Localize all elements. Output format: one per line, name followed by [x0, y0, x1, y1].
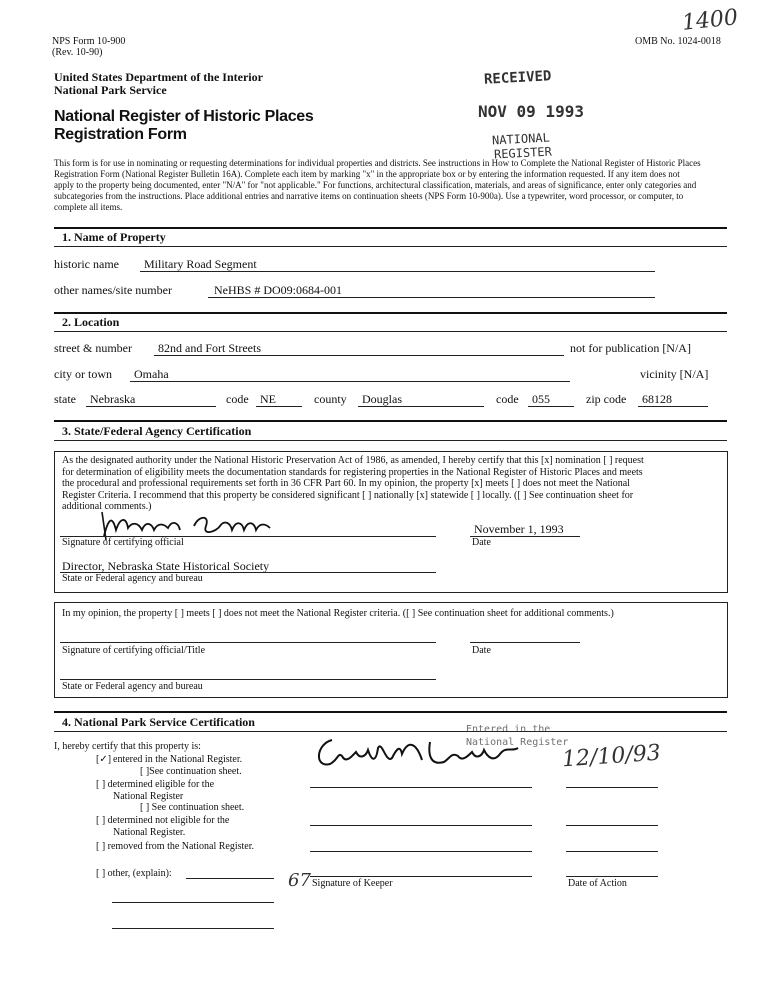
removed-option[interactable]: [ ] removed from the National Register. — [96, 841, 255, 852]
nps-intro: I, hereby certify that this property is: — [54, 741, 201, 752]
action-date-value: 12/10/93 — [561, 740, 662, 773]
field-underline — [130, 381, 570, 382]
field-underline — [86, 406, 216, 407]
instructions-line: complete all items. — [54, 202, 123, 212]
national-register-label: National Register. — [113, 827, 186, 838]
state-code-value[interactable]: NE — [260, 392, 276, 406]
section4-heading: 4. National Park Service Certification — [62, 715, 255, 729]
section-rule — [54, 246, 727, 247]
agency-value[interactable]: Director, Nebraska State Historical Society — [62, 559, 270, 573]
signature-title-label: Signature of certifying official/Title — [62, 645, 206, 656]
keeper-underline — [310, 825, 532, 826]
see-continuation-2[interactable]: [ ] See continuation sheet. — [140, 802, 245, 813]
date-label: Date — [472, 537, 491, 548]
state-value[interactable]: Nebraska — [90, 392, 136, 406]
county-value[interactable]: Douglas — [362, 392, 402, 406]
section-rule — [54, 227, 727, 229]
certification-line: for determination of eligibility meets the documentation standards for registering properties in the National Register of Historic Places and meets — [62, 466, 643, 478]
signature-label: Signature of certifying official — [62, 537, 184, 548]
action-date-underline — [566, 787, 658, 788]
state-label: state — [54, 392, 76, 406]
instructions-line: Registration Form (National Register Bulletin 16A). Complete each item by marking "x" in the appropriate box or by entering the information requested. If any item does not — [54, 169, 680, 179]
stamp-national: NATIONAL — [491, 130, 551, 148]
agency-label: State or Federal agency and bureau — [62, 573, 203, 584]
entered-stamp-line1: Entered in the — [466, 724, 551, 735]
not-for-publication: not for publication [N/A] — [570, 341, 691, 355]
section2-heading: 2. Location — [62, 315, 120, 329]
determined-eligible-option[interactable]: [ ] determined eligible for the — [96, 779, 215, 790]
opinion-statement: In my opinion, the property [ ] meets [ ] does not meet the National Register criteria. ([ ] See continuation sheet for additional comments.) — [62, 608, 614, 619]
street-label: street & number — [54, 341, 132, 355]
entered-label: entered in the National Register. — [113, 754, 243, 765]
certification-statement — [62, 455, 722, 513]
date-underline — [470, 642, 580, 643]
field-underline — [528, 406, 574, 407]
department-line: United States Department of the Interior — [54, 70, 263, 84]
field-underline — [358, 406, 484, 407]
historic-name-value[interactable]: Military Road Segment — [144, 257, 257, 271]
state-code-label: code — [226, 392, 249, 406]
section-rule — [54, 440, 727, 441]
zip-value[interactable]: 68128 — [642, 392, 672, 406]
section-rule — [54, 731, 727, 732]
instructions-line: subcategories from the instructions. Place additional entries and narrative items on continuation sheets (NPS Form 10-900a). Use a typewriter, word processor, or computer, to — [54, 191, 684, 201]
section3-heading: 3. State/Federal Agency Certification — [62, 424, 252, 438]
county-label: county — [314, 392, 347, 406]
field-underline — [256, 406, 302, 407]
date-of-action-label: Date of Action — [568, 878, 627, 889]
form-revision: (Rev. 10-90) — [52, 47, 103, 58]
agency-label: State or Federal agency and bureau — [62, 681, 203, 692]
certification-line: the procedural and professional requirements set forth in 36 CFR Part 60. In my opinion, the property [x] meets [ ] does not meet the National — [62, 478, 630, 489]
keeper-underline — [310, 876, 532, 877]
certification-line: Register Criteria. I recommend that this property be considered significant [ ] nationally [x] statewide [ ] locally. ([ ] See continuation sheet for — [62, 489, 634, 501]
explain-underline — [186, 878, 274, 879]
handwritten-number: 1400 — [680, 5, 740, 36]
omb-number: OMB No. 1024-0018 — [635, 36, 721, 47]
determined-not-eligible-option[interactable]: [ ] determined not eligible for the — [96, 815, 230, 826]
form-subtitle: Registration Form — [54, 126, 187, 143]
section-rule — [54, 312, 727, 314]
historic-name-label: historic name — [54, 257, 119, 271]
national-register-label: National Register — [113, 791, 184, 802]
explain-underline — [112, 928, 274, 929]
agency-underline — [60, 679, 436, 680]
received-date-stamp: NOV 09 1993 — [478, 102, 584, 121]
section-rule — [54, 331, 727, 332]
other-names-value[interactable]: NeHBS # DO09:0684-001 — [214, 283, 342, 297]
zip-label: zip code — [586, 392, 627, 406]
explain-underline — [112, 902, 274, 903]
signature-underline — [60, 642, 436, 643]
agency-line: National Park Service — [54, 83, 167, 97]
stamp-register: REGISTER — [493, 144, 553, 162]
section-rule — [54, 711, 727, 713]
keeper-underline — [310, 851, 532, 852]
other-option[interactable]: [ ] other, (explain): — [96, 868, 172, 879]
action-date-underline — [566, 851, 658, 852]
certification-date-value[interactable]: November 1, 1993 — [474, 522, 564, 536]
field-underline — [208, 297, 655, 298]
entered-stamp-line2: National Register — [466, 737, 569, 748]
form-title: National Register of Historic Places — [54, 108, 314, 125]
keeper-initials: 67 — [288, 870, 311, 891]
action-date-underline — [566, 876, 658, 877]
certification-line: As the designated authority under the National Historic Preservation Act of 1986, as amended, I hereby certify that this [x] nomination [ ] request — [62, 455, 644, 466]
other-names-label: other names/site number — [54, 283, 172, 297]
date-label: Date — [472, 645, 491, 656]
section1-heading: 1. Name of Property — [62, 230, 166, 244]
street-value[interactable]: 82nd and Fort Streets — [158, 341, 261, 355]
city-value[interactable]: Omaha — [134, 367, 169, 381]
received-stamp: RECEIVED — [483, 68, 552, 88]
certification-line: additional comments.) — [62, 501, 152, 512]
signature-of-keeper-label: Signature of Keeper — [312, 878, 393, 889]
form-number: NPS Form 10-900 — [52, 36, 126, 47]
section-rule — [54, 420, 727, 422]
entered-checkbox[interactable]: [✓] — [96, 754, 112, 765]
keeper-underline — [310, 787, 532, 788]
county-code-label: code — [496, 392, 519, 406]
field-underline — [638, 406, 708, 407]
instructions-line: This form is for use in nominating or requesting determinations for individual properties and districts. See instructions in How to Complete the National Register of Historic Places — [54, 158, 701, 168]
field-underline — [154, 355, 564, 356]
county-code-value[interactable]: 055 — [532, 392, 550, 406]
see-continuation-1[interactable]: [ ]See continuation sheet. — [140, 766, 242, 777]
action-date-underline — [566, 825, 658, 826]
instructions-line: apply to the property being documented, enter "N/A" for "not applicable." For functions, architectural classification, materials, and areas of significance, enter only categories and — [54, 180, 697, 190]
field-underline — [140, 271, 655, 272]
instructions-paragraph — [54, 158, 726, 213]
vicinity: vicinity [N/A] — [640, 367, 709, 381]
city-label: city or town — [54, 367, 112, 381]
keeper-signature — [312, 734, 532, 774]
